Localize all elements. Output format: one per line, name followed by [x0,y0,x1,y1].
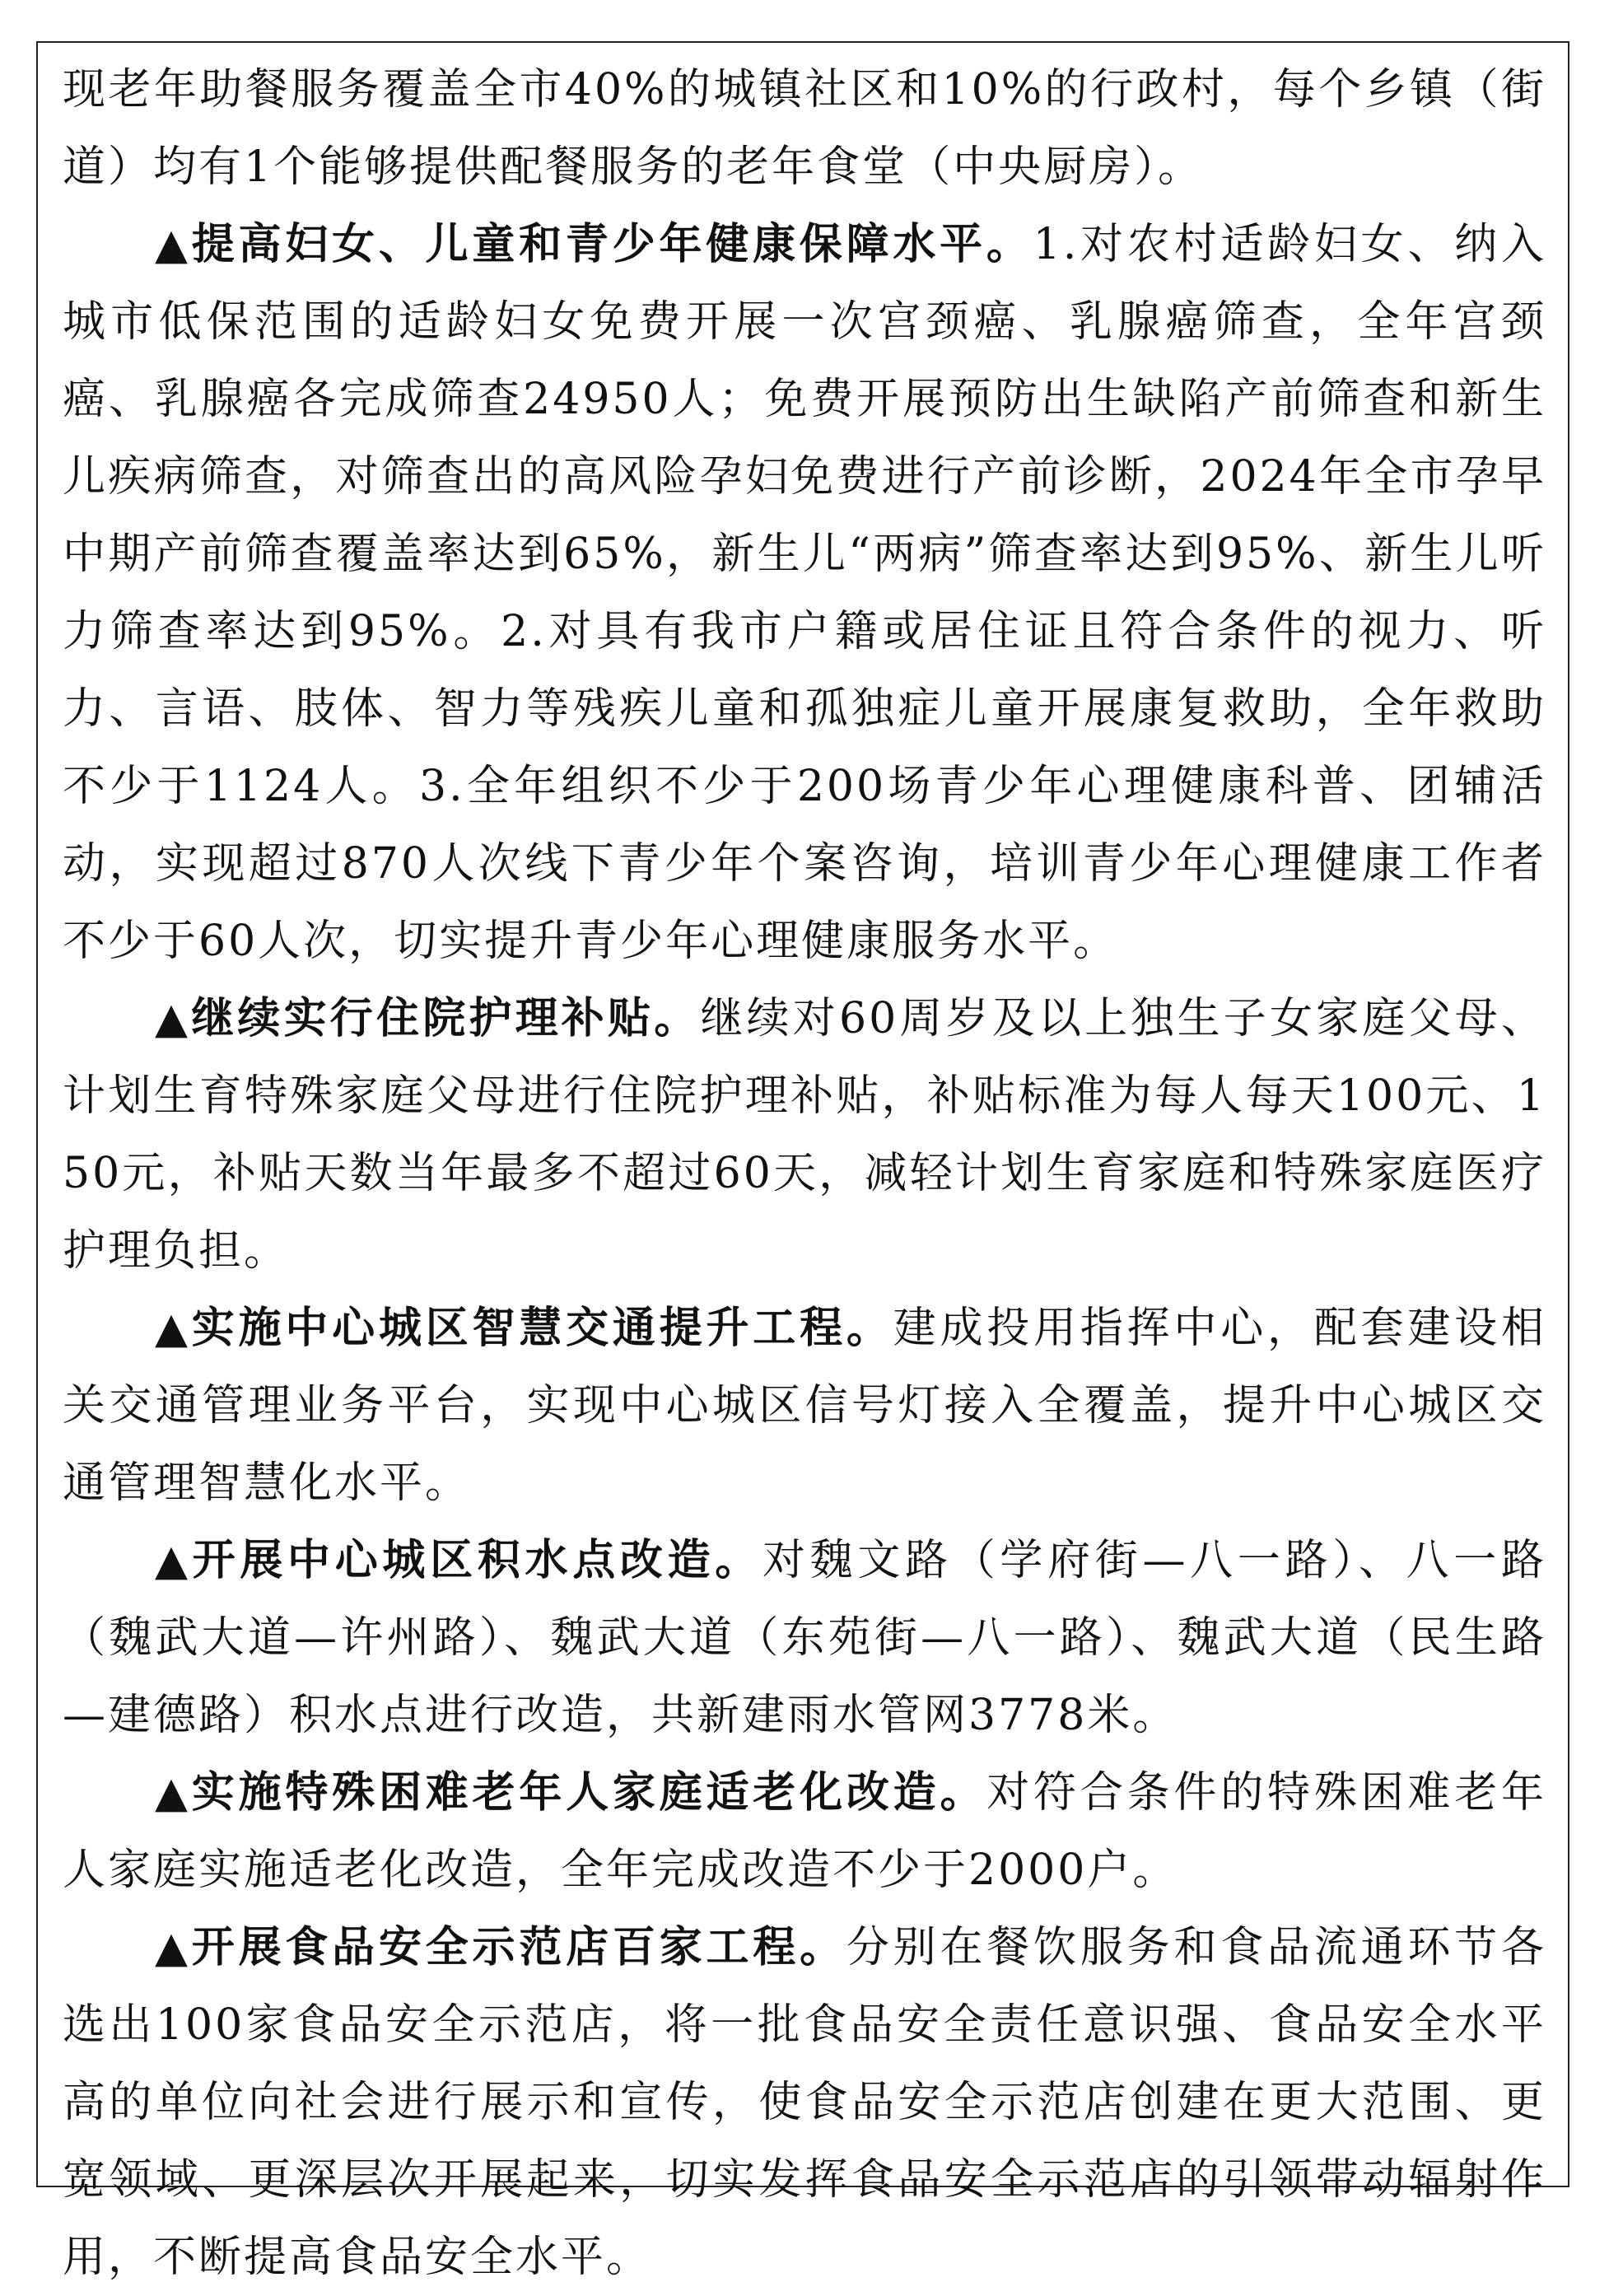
paragraph-heading: ▲开展食品安全示范店百家工程。 [155,1922,846,1972]
paragraph-elderly-home-adaptation [63,1754,1546,1909]
paragraph-elderly-meal-service [63,51,1546,206]
paragraph-body: 继续对60周岁及以上独生子女家庭父母、计划生育特殊家庭父母进行住院护理补贴，补贴标准为每人每天100元、150元，补贴天数当年最多不超过60天，减轻计划生育家庭和特殊家庭医疗护理负担。 [63,994,1546,1276]
paragraph-heading: ▲继续实行住院护理补贴。 [155,993,701,1043]
paragraph-heading: ▲实施中心城区智慧交通提升工程。 [155,1303,893,1353]
document-frame [36,41,1569,2282]
paragraph-body: 对魏文路（学府街—八一路）、八一路（魏武大道—许州路）、魏武大道（东苑街—八一路）、魏武大道（民生路—建德路）积水点进行改造，共新建雨水管网3778米。 [63,1536,1546,1740]
paragraph-women-children-health [63,206,1546,980]
paragraph-hospital-care-subsidy [63,980,1546,1290]
paragraph-body: 对符合条件的特殊困难老年人家庭实施适老化改造，全年完成改造不少于2000户。 [63,1768,1546,1895]
paragraph-waterlogging-renovation [63,1522,1546,1754]
paragraph-body: 分别在餐饮服务和食品流通环节各选出100家食品安全示范店，将一批食品安全责任意识强、食品安全水平高的单位向社会进行展示和宣传，使食品安全示范店创建在更大范围、更宽领域、更深层次开展起来，切实发挥食品安全示范店的引领带动辐射作用，不断提高食品安全水平。 [63,1923,1546,2282]
paragraph-body: 现老年助餐服务覆盖全市40%的城镇社区和10%的行政村，每个乡镇（街道）均有1个能够提供配餐服务的老年食堂（中央厨房）。 [63,65,1546,192]
paragraph-food-safety-demo-stores [63,1909,1546,2296]
paragraph-heading: ▲开展中心城区积水点改造。 [155,1535,763,1585]
paragraph-body: 建成投用指挥中心，配套建设相关交通管理业务平台，实现中心城区信号灯接入全覆盖，提升中心城区交通管理智慧化水平。 [63,1304,1546,1508]
paragraph-smart-traffic [63,1290,1546,1522]
paragraph-heading: ▲实施特殊困难老年人家庭适老化改造。 [155,1767,987,1818]
paragraph-heading: ▲提高妇女、儿童和青少年健康保障水平。 [155,219,1033,269]
paragraph-body: 1.对农村适龄妇女、纳入城市低保范围的适龄妇女免费开展一次宫颈癌、乳腺癌筛查，全年宫颈癌、乳腺癌各完成筛查24950人；免费开展预防出生缺陷产前筛查和新生儿疾病筛查，对筛查出的高风险孕妇免费进行产前诊断，2024年全市孕早中期产前筛查覆盖率达到65%，新生儿“两病”筛查率达到95%、新生儿听力筛查率达到95%。2.对具有我市户籍或居住证且符合条件的视力、听力、言语、肢体、智力等残疾儿童和孤独症儿童开展康复救助，全年救助不少于1124人。3.全年组织不少于200场青少年心理健康科普、团辅活动，实现超过870人次线下青少年个案咨询，培训青少年心理健康工作者不少于60人次，切实提升青少年心理健康服务水平。 [63,220,1546,966]
